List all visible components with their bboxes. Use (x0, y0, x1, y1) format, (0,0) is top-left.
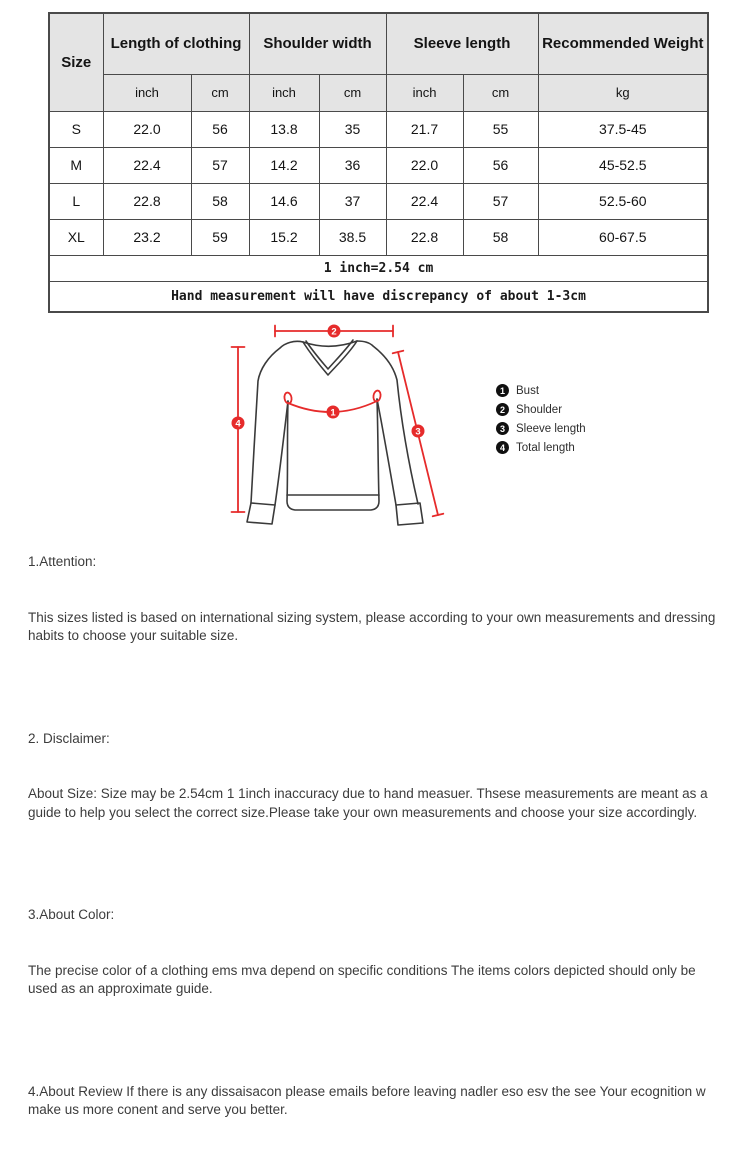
size-label: XL (49, 219, 103, 255)
unit-header-inch: inch (249, 74, 319, 111)
col-header-shoulder: Shoulder width (249, 13, 386, 74)
table-subheader-row (49, 74, 708, 111)
shoulder-inch-value: 14.6 (249, 183, 319, 219)
col-header-weight: Recommended Weight (538, 13, 708, 74)
legend-item-shoulder (496, 400, 586, 419)
table-row-l (49, 183, 708, 219)
weight-value: 52.5-60 (538, 183, 708, 219)
unit-header-kg: kg (538, 74, 708, 111)
legend-number-badge: 1 (496, 384, 509, 397)
table-note-hand-measurement (49, 281, 708, 312)
length-cm-value: 59 (191, 219, 249, 255)
table-note-inch-conversion (49, 255, 708, 281)
table-row-xl (49, 219, 708, 255)
legend-item-bust (496, 381, 586, 400)
length-cm-value: 56 (191, 111, 249, 147)
section-heading: 2. Disclaimer: (28, 730, 110, 746)
col-header-length: Length of clothing (103, 13, 249, 74)
col-header-size: Size (49, 13, 103, 111)
section-attention (28, 516, 736, 683)
marker-sleeve-num: 3 (415, 426, 421, 438)
shoulder-cm-value: 37 (319, 183, 386, 219)
length-inch-value: 23.2 (103, 219, 191, 255)
length-inch-value: 22.4 (103, 147, 191, 183)
legend-number-badge: 3 (496, 422, 509, 435)
sleeve-cm-value: 55 (463, 111, 538, 147)
sleeve-inch-value: 22.8 (386, 219, 463, 255)
table-header-row (49, 13, 708, 74)
shoulder-cm-value: 36 (319, 147, 386, 183)
section-heading: 1.Attention: (28, 554, 97, 569)
length-inch-value: 22.0 (103, 111, 191, 147)
shoulder-cm-value: 38.5 (319, 219, 386, 255)
unit-header-cm: cm (463, 74, 538, 111)
section-about-review (28, 1046, 736, 1157)
unit-header-inch: inch (103, 74, 191, 111)
shoulder-cm-value: 35 (319, 111, 386, 147)
shoulder-inch-value: 13.8 (249, 111, 319, 147)
footnotes (28, 516, 736, 1167)
section-heading: 3.About Color: (28, 907, 115, 922)
measurement-lines (232, 326, 444, 517)
weight-value: 37.5-45 (538, 111, 708, 147)
col-header-sleeve: Sleeve length (386, 13, 538, 74)
diagram-legend (496, 381, 586, 457)
section-body: 4.About Review If there is any dissaisacon please emails before leaving nadler eso esv the see Your ecognition w make us more conent and serve you better. (28, 1083, 717, 1117)
section-body: The precise color of a clothing ems mva depend on specific conditions The items colors depicted should only be used as an approximate guide. (28, 962, 707, 996)
legend-label: Bust (516, 384, 540, 397)
sleeve-cm-value: 58 (463, 219, 538, 255)
legend-label: Total length (516, 441, 575, 454)
weight-value: 45-52.5 (538, 147, 708, 183)
legend-item-total-length (496, 438, 586, 457)
section-body: About Size: Size may be 2.54cm 1 1inch inaccuracy due to hand measuer. Thsese measurements are meant as a guide to help you select the correct size.Please take your own measurements and choose your size accordingly. (28, 786, 719, 820)
unit-header-cm: cm (319, 74, 386, 111)
marker-total-num: 4 (235, 418, 241, 430)
size-label: L (49, 183, 103, 219)
size-label: M (49, 147, 103, 183)
legend-label: Shoulder (516, 403, 563, 416)
length-cm-value: 58 (191, 183, 249, 219)
legend-label: Sleeve length (516, 422, 586, 435)
note-text: 1 inch=2.54 cm (49, 255, 708, 281)
sweater-outline (247, 340, 423, 525)
unit-header-inch: inch (386, 74, 463, 111)
marker-bust-num: 1 (330, 407, 336, 419)
legend-number-badge: 4 (496, 441, 509, 454)
sleeve-cm-value: 57 (463, 183, 538, 219)
section-body: This sizes listed is based on international sizing system, please according to your own measurements and dressing habits to choose your suitable size. (28, 609, 727, 643)
note-text: Hand measurement will have discrepancy of about 1-3cm (49, 281, 708, 312)
marker-shoulder-num: 2 (331, 326, 337, 338)
size-label: S (49, 111, 103, 147)
table-row-m (49, 147, 708, 183)
shoulder-inch-value: 15.2 (249, 219, 319, 255)
sleeve-inch-value: 22.4 (386, 183, 463, 219)
sleeve-inch-value: 22.0 (386, 147, 463, 183)
weight-value: 60-67.5 (538, 219, 708, 255)
length-cm-value: 57 (191, 147, 249, 183)
shoulder-inch-value: 14.2 (249, 147, 319, 183)
legend-item-sleeve-length (496, 419, 586, 438)
sweater-measurement-diagram (218, 315, 478, 530)
length-inch-value: 22.8 (103, 183, 191, 219)
sleeve-cm-value: 56 (463, 147, 538, 183)
measurement-markers (232, 325, 425, 438)
table-row-s (49, 111, 708, 147)
unit-header-cm: cm (191, 74, 249, 111)
section-about-color (28, 869, 736, 1036)
sleeve-inch-value: 21.7 (386, 111, 463, 147)
legend-number-badge: 2 (496, 403, 509, 416)
section-disclaimer (28, 693, 736, 860)
size-chart-table (48, 12, 709, 313)
